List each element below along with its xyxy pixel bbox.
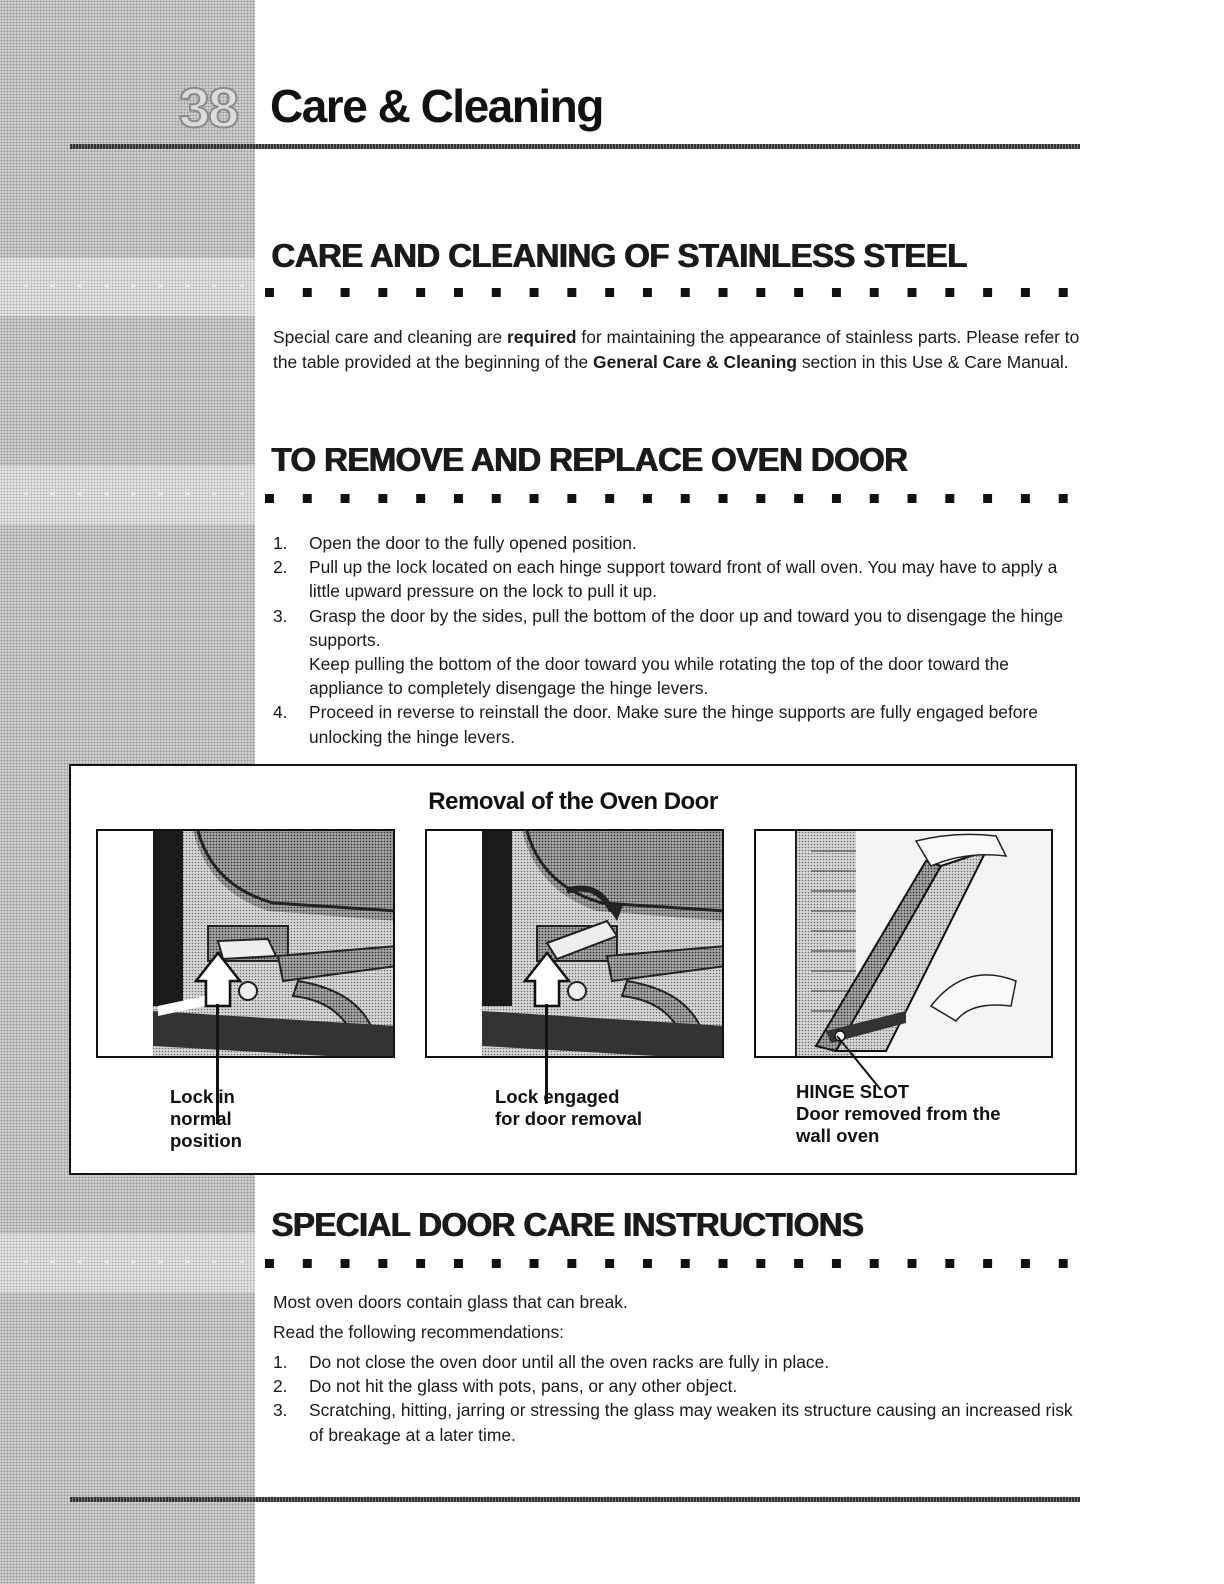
illustration-lock-engaged <box>425 829 724 1058</box>
stainless-paragraph: Special care and cleaning are required for maintaining the appearance of stainless parts. Please refer to the table provided at the beginning of the General Care & Cleaning section in this Use & Care Manual. <box>273 327 1080 372</box>
page-number: 38 <box>178 76 238 139</box>
special-intro-1: Most oven doors contain glass that can break. <box>273 1292 628 1312</box>
illustration-lock-normal <box>96 829 395 1058</box>
dotted-divider <box>265 1259 1085 1269</box>
special-intro-2: Read the following recommendations: <box>273 1322 564 1342</box>
section-heading-door: TO REMOVE AND REPLACE OVEN DOOR <box>271 441 907 478</box>
list-item: 2. Do not hit the glass with pots, pans, or any other object. <box>273 1376 738 1397</box>
list-item: 3. Grasp the door by the sides, pull the bottom of the door up and toward you to disengage the hinge supports. Keep pulling the bottom of the door toward you while rotating the top of the door toward the appliance to completely disengage the hinge levers. <box>273 605 1064 699</box>
footer-rule <box>70 1497 1080 1502</box>
section-heading-stainless: CARE AND CLEANING OF STAINLESS STEEL <box>271 237 967 274</box>
dotted-divider <box>265 494 1085 504</box>
sidebar-stripe <box>0 466 255 524</box>
page-title: Care & Cleaning <box>270 80 603 132</box>
sidebar-stripe <box>0 258 255 316</box>
door-steps-list <box>273 531 1083 749</box>
figure-title: Removal of the Oven Door <box>428 788 718 815</box>
list-item: 2. Pull up the lock located on each hinge support toward front of wall oven. You may have to apply a little upward pressure on the lock to pull it up. <box>273 557 1058 602</box>
caption-hinge-slot: HINGE SLOT Door removed from the wall oven <box>796 1081 1001 1146</box>
caption-lock-engaged: Lock engaged for door removal <box>495 1086 642 1129</box>
sidebar-stripe <box>0 1234 255 1292</box>
section-heading-special: SPECIAL DOOR CARE INSTRUCTIONS <box>271 1206 863 1243</box>
dotted-divider <box>265 288 1085 298</box>
illustration-door-removed <box>754 829 1053 1058</box>
list-item: 1. Do not close the oven door until all the oven racks are fully in place. <box>273 1352 830 1372</box>
figure-box <box>69 764 1077 1175</box>
list-item: 4. Proceed in reverse to reinstall the door. Make sure the hinge supports are fully engaged before unlocking the hinge levers. <box>273 702 1038 747</box>
header-rule <box>70 144 1080 149</box>
list-item: 3. Scratching, hitting, jarring or stressing the glass may weaken its structure causing an increased risk of breakage at a later time. <box>273 1400 1073 1445</box>
special-steps-list <box>273 1350 1083 1447</box>
caption-lock-normal: Lock in normal position <box>170 1086 242 1151</box>
list-item: 1. Open the door to the fully opened position. <box>273 533 637 553</box>
